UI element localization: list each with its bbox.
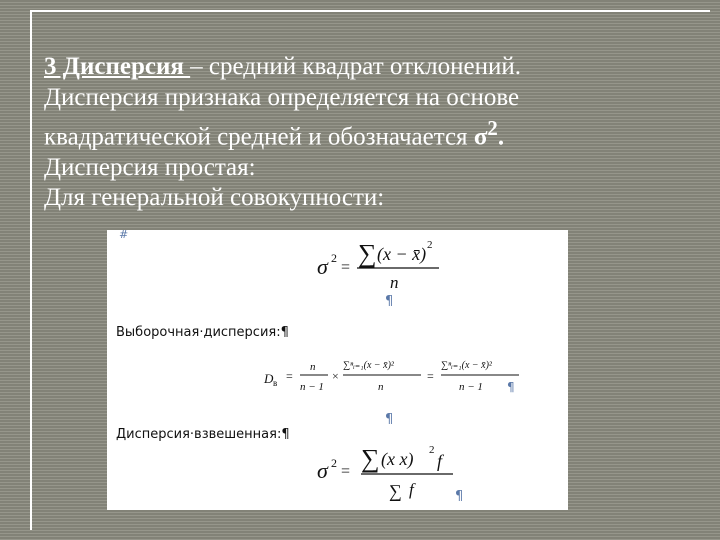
f1-exp: 2 <box>331 251 337 265</box>
formula-sample-variance <box>263 360 519 393</box>
f2-frac3-num: ∑ⁿᵢ₌₁(x − x̄)² <box>441 360 492 371</box>
f1-sum: ∑ <box>358 239 377 268</box>
f2-frac2-den: n <box>378 381 384 393</box>
f1-denom: n <box>390 273 399 292</box>
pilcrow-4: ¶ <box>455 489 464 504</box>
formula-population-variance <box>317 239 439 292</box>
label-weighted-variance: Дисперсия·взвешенная:¶ <box>116 427 290 442</box>
definition-text: – средний квадрат отклонений. <box>190 53 521 80</box>
f1-eq: = <box>341 259 351 276</box>
formula-weighted-variance <box>317 444 453 501</box>
label-sample-variance: Выборочная·дисперсия:¶ <box>116 325 289 340</box>
f3-denom-f: f <box>409 480 414 499</box>
term-dispersion: 3 Дисперсия <box>44 53 191 80</box>
f3-denom-sum: ∑ <box>389 481 402 501</box>
slide-body-text <box>44 52 694 214</box>
pilcrow-3: ¶ <box>385 412 394 427</box>
pilcrow-2: ¶ <box>507 380 515 394</box>
text-line-5: Для генеральной совокупности: <box>44 184 385 212</box>
text-line-3-pre: квадратической средней и обозначается <box>44 123 474 151</box>
formula-document-image <box>107 230 568 510</box>
f1-sigma: σ <box>317 254 328 279</box>
f2-lhs-sub: в <box>273 378 278 388</box>
sigma-symbol: σ <box>473 123 488 151</box>
f3-eq: = <box>341 463 351 480</box>
f3-numer: (x x) <box>381 449 414 469</box>
f2-lhs: D <box>264 371 274 386</box>
text-line-4: Дисперсия простая: <box>44 153 256 181</box>
pilcrow-1: ¶ <box>385 294 394 309</box>
sigma-exponent: 2 <box>487 116 498 140</box>
f2-frac1-num: n <box>310 361 316 373</box>
f3-weight: f <box>437 451 443 471</box>
f2-frac1-den: n − 1 <box>300 381 324 393</box>
text-line-3 <box>44 113 694 153</box>
f3-numer-exp: 2 <box>429 444 435 456</box>
f2-eq: = <box>286 369 293 383</box>
f2-times: × <box>332 369 339 383</box>
f3-sigma: σ <box>317 458 328 483</box>
f2-frac3-den: n − 1 <box>459 381 483 393</box>
f2-eq2: = <box>427 369 434 383</box>
anchor-mark: # <box>119 230 129 241</box>
text-line-3-post: . <box>497 123 505 151</box>
f2-frac2-num: ∑ⁿᵢ₌₁(x − x̄)² <box>343 360 394 371</box>
f3-sum: ∑ <box>361 444 380 473</box>
f1-numer-exp: 2 <box>427 239 433 251</box>
f3-exp: 2 <box>331 456 337 470</box>
f1-numer: (x − x̄) <box>377 244 427 264</box>
formulas-svg <box>107 230 568 510</box>
definition-line <box>44 52 694 83</box>
text-line-2: Дисперсия признака определяется на основе <box>44 83 520 111</box>
